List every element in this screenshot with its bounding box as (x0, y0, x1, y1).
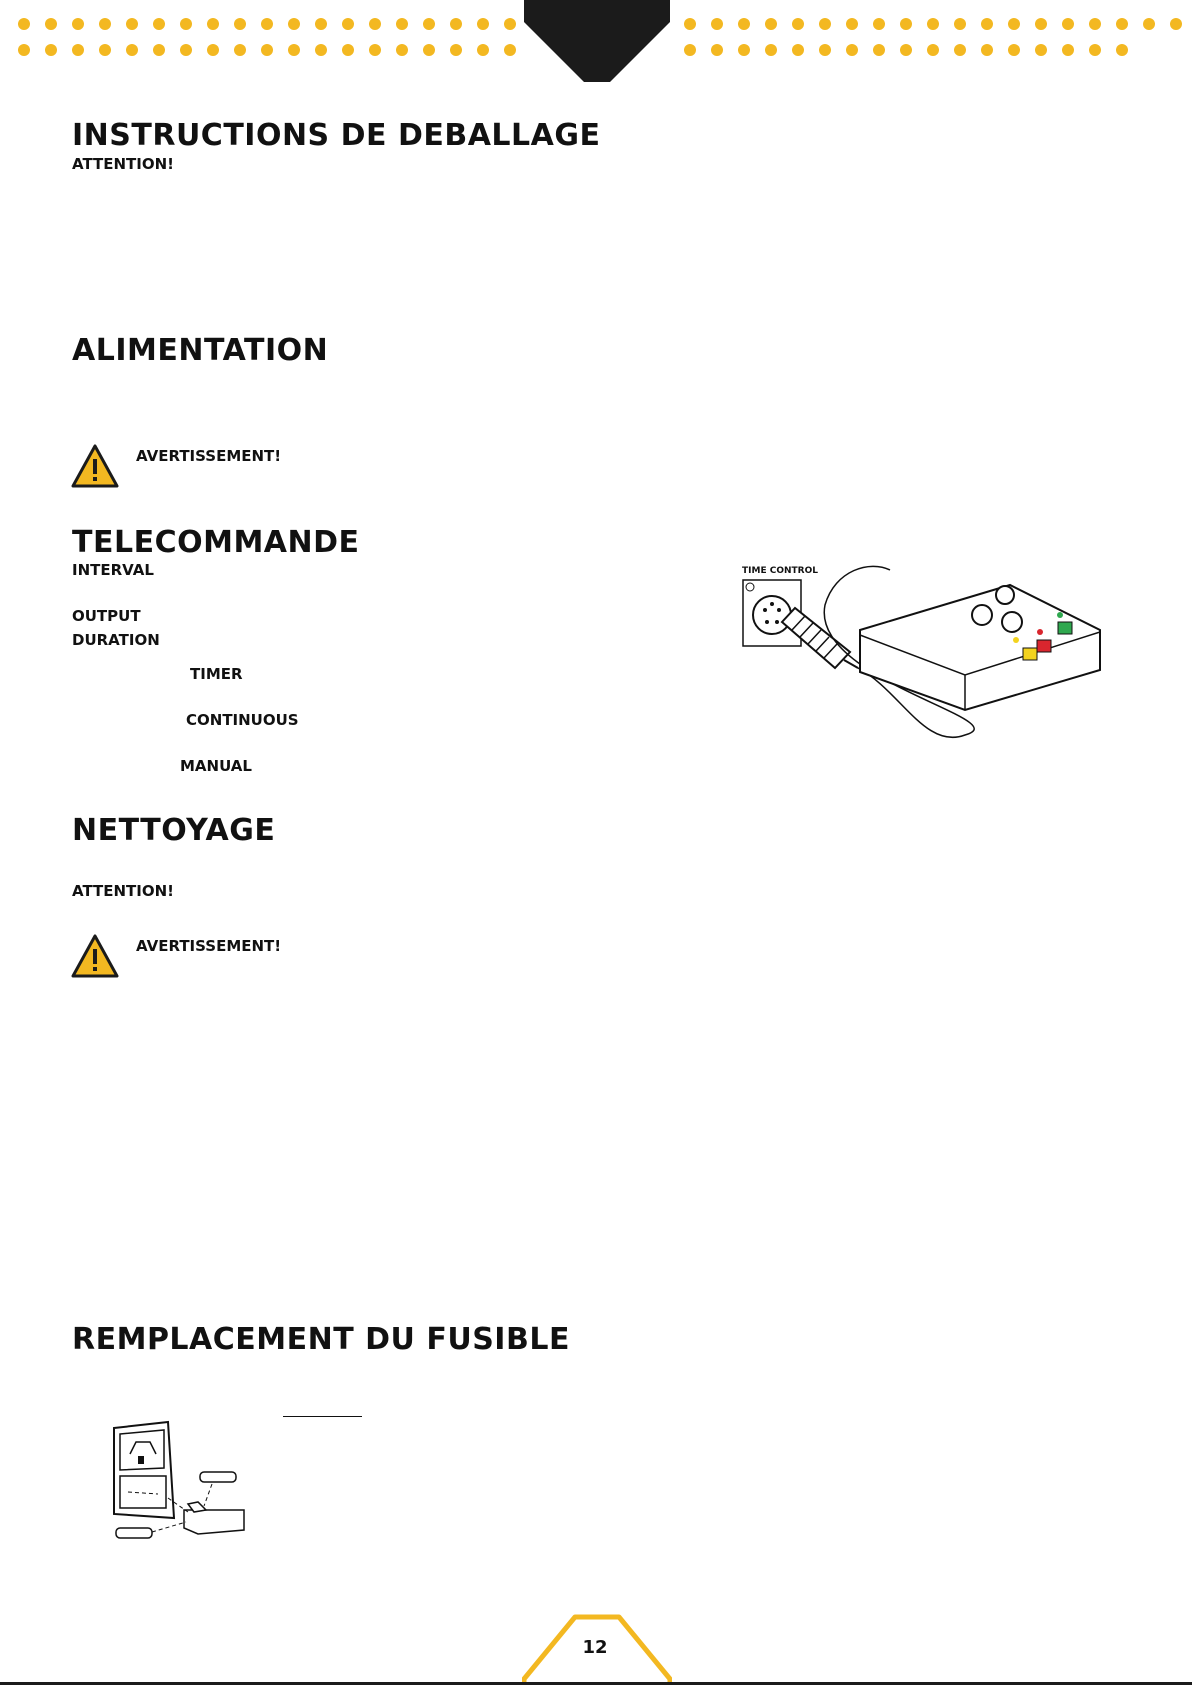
unpacking-title: INSTRUCTIONS DE DEBALLAGE (72, 118, 601, 153)
remote-timer: TIMER (190, 665, 243, 683)
fuse-title: REMPLACEMENT DU FUSIBLE (72, 1322, 570, 1357)
unpacking-attention: ATTENTION! (72, 155, 175, 173)
warning-triangle-icon (71, 934, 119, 978)
power-title: ALIMENTATION (72, 333, 329, 368)
remote-title: TELECOMMANDE (72, 525, 360, 560)
remote-manual: MANUAL (180, 757, 252, 775)
cleaning-warning: AVERTISSEMENT! (136, 937, 282, 955)
remote-duration: DURATION (72, 631, 160, 649)
header-dots-left (18, 18, 516, 56)
underline-divider (283, 1416, 362, 1417)
remote-diagram (740, 560, 1105, 745)
power-warning: AVERTISSEMENT! (136, 447, 282, 465)
page-number: 12 (582, 1637, 608, 1658)
remote-output: OUTPUT (72, 607, 141, 625)
header-dots-right (684, 18, 1182, 56)
header-tab-shape (524, 0, 670, 84)
remote-interval: INTERVAL (72, 561, 154, 579)
warning-triangle-icon (71, 444, 119, 488)
time-control-label: TIME CONTROL (742, 566, 818, 576)
remote-continuous: CONTINUOUS (186, 711, 299, 729)
cleaning-attention: ATTENTION! (72, 882, 175, 900)
remote-drawing (740, 560, 1105, 745)
cleaning-title: NETTOYAGE (72, 813, 276, 848)
fuse-diagram (108, 1418, 253, 1548)
